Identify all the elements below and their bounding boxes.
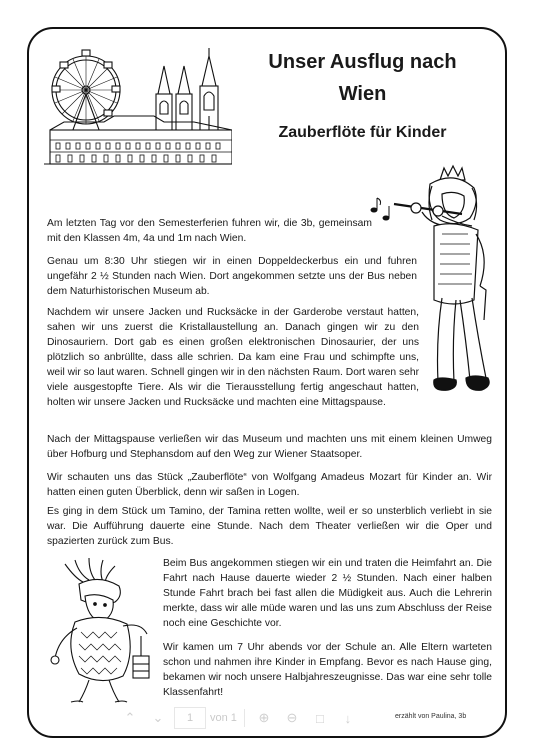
zoom-out-icon[interactable]: ⊖ <box>286 710 298 725</box>
page-title: Unser Ausflug nach Wien <box>268 51 457 105</box>
paragraph-2: Genau um 8:30 Uhr stiegen wir in einen Doppeldeckerbus ein und fuhren ungefähr 2 ½ Stunden nach Wien. Dort angekommen setzte uns der Bus neben dem Naturhistorischen Museum ab. <box>47 256 417 297</box>
page-number-input[interactable]: 1 <box>174 707 206 729</box>
author-credit: erzählt von Paulina, 3b <box>395 713 467 720</box>
pdf-toolbar <box>118 705 368 731</box>
paragraph-4: Nach der Mittagspause verließen wir das Museum und machten uns mit einem kleinen Umweg über Hofburg und Stephansdom auf den Weg zur Wiener Staatsoper. <box>47 434 492 460</box>
chevron-up-icon[interactable]: ⌃ <box>124 710 136 725</box>
paragraph-8: Wir kamen um 7 Uhr abends vor der Schule an. Alle Eltern warteten schon und nahmen ihre Kinder in Empfang. Bevor es nach Hause ging, bekamen wir noch unsere Halbjahreszeugnisse. Das war eine sehr tolle Klassenfahrt! <box>163 642 492 698</box>
page-subtitle: Zauberflöte für Kinder <box>278 124 447 141</box>
paragraph-3: Nachdem wir unsere Jacken und Rucksäcke in der Garderobe verstaut hatten, sahen wir uns zuerst die Kristallaustellung an. Danach gingen wir zu den Dinosauriern. Dort gab es einen großen elektronischen Dinosaurier, der uns plötzlich so anbrüllte, dass alle schrien. Da kam eine Frau und schimpfte uns, weil wir so laut waren. Schnell gingen wir in den nächsten Raum. Dort waren sehr viele ausgestopfte Tiere. Als wir die Tierausstellung fertig angeschaut hatten, holten wir unsere Jacken und Rucksäcke und machten eine Mittagspause. <box>47 307 420 408</box>
vienna-skyline-illustration <box>44 46 232 170</box>
zoom-in-icon[interactable]: ⊕ <box>258 710 270 725</box>
page-total-label: von 1 <box>210 712 237 724</box>
fit-icon[interactable]: □ <box>315 710 324 726</box>
chevron-down-icon[interactable]: ⌄ <box>152 710 164 725</box>
download-icon[interactable]: ↓ <box>344 710 352 726</box>
toolbar-divider <box>244 709 245 727</box>
paragraph-6: Es ging in dem Stück um Tamino, der Tamina retten wollte, weil er so unsterblich verliebt in sie war. Die Aufführung dauerte eine Stunde. Nach dem Theater verließen wir die Oper und spazierten zurück zum Bus. <box>47 506 492 547</box>
paragraph-1: Am letzten Tag vor den Semesterferien fuhren wir, die 3b, gemeinsam mit den Klassen 4m, 4a und 1m nach Wien. <box>47 218 372 244</box>
paragraph-7: Beim Bus angekommen stiegen wir ein und traten die Heimfahrt an. Die Fahrt nach Hause dauerte wieder 2 ½ Stunden. Nach einer halben Stunde Fahrt brach bei fast allen die Müdigkeit aus. Auch die Lehrerin merkte, dass wir alle müde waren und las uns zum Abschluss der Reise noch eine Geschichte vor. <box>163 558 492 629</box>
papageno-illustration <box>45 556 160 706</box>
paragraph-5: Wir schauten uns das Stück „Zauberflöte“ von Wolfgang Amadeus Mozart für Kinder an. Wir hatten einen guten Überblick, denn wir saßen in Logen. <box>47 472 492 498</box>
